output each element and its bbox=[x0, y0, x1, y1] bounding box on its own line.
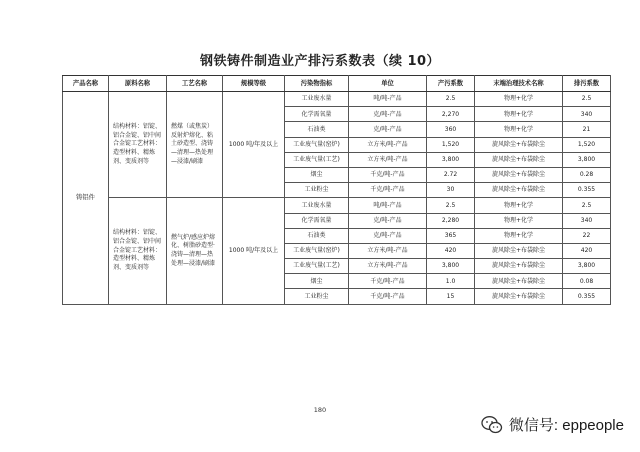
treatment-tech-cell: 旋风除尘+布袋除尘 bbox=[475, 243, 563, 258]
discharge-coef-cell: 1,520 bbox=[563, 137, 611, 152]
treatment-tech-cell: 旋风除尘+布袋除尘 bbox=[475, 259, 563, 274]
col-header: 原料名称 bbox=[109, 76, 167, 92]
pollutant-cell: 烟尘 bbox=[285, 167, 349, 182]
col-header: 产品名称 bbox=[63, 76, 109, 92]
generation-coef-cell: 365 bbox=[427, 228, 475, 243]
unit-cell: 立方米/吨-产品 bbox=[349, 243, 427, 258]
process-cell: 燃气炉/感应炉熔化、树脂砂造型·浇铸—清理—热处理—浸漆/刷漆 bbox=[167, 198, 223, 304]
unit-cell: 立方米/吨-产品 bbox=[349, 137, 427, 152]
scale-cell: 1000 吨/年及以上 bbox=[223, 92, 285, 198]
discharge-coef-cell: 420 bbox=[563, 243, 611, 258]
discharge-coef-cell: 340 bbox=[563, 107, 611, 122]
discharge-coef-cell: 22 bbox=[563, 228, 611, 243]
wechat-watermark bbox=[481, 414, 624, 435]
emission-coefficient-table bbox=[62, 75, 611, 305]
discharge-coef-cell: 21 bbox=[563, 122, 611, 137]
discharge-coef-cell: 2.5 bbox=[563, 198, 611, 213]
treatment-tech-cell: 旋风除尘+布袋除尘 bbox=[475, 167, 563, 182]
discharge-coef-cell: 0.08 bbox=[563, 274, 611, 289]
generation-coef-cell: 3,800 bbox=[427, 152, 475, 167]
generation-coef-cell: 360 bbox=[427, 122, 475, 137]
treatment-tech-cell: 物理+化学 bbox=[475, 122, 563, 137]
generation-coef-cell: 2,270 bbox=[427, 107, 475, 122]
unit-cell: 克/吨-产品 bbox=[349, 107, 427, 122]
discharge-coef-cell: 3,800 bbox=[563, 259, 611, 274]
treatment-tech-cell: 旋风除尘+布袋除尘 bbox=[475, 183, 563, 198]
discharge-coef-cell: 0.28 bbox=[563, 167, 611, 182]
generation-coef-cell: 1,520 bbox=[427, 137, 475, 152]
pollutant-cell: 工业废水量 bbox=[285, 198, 349, 213]
unit-cell: 克/吨-产品 bbox=[349, 228, 427, 243]
generation-coef-cell: 15 bbox=[427, 289, 475, 304]
treatment-tech-cell: 物理+化学 bbox=[475, 228, 563, 243]
treatment-tech-cell: 物理+化学 bbox=[475, 198, 563, 213]
treatment-tech-cell: 物理+化学 bbox=[475, 213, 563, 228]
generation-coef-cell: 1.0 bbox=[427, 274, 475, 289]
unit-cell: 吨/吨-产品 bbox=[349, 92, 427, 107]
treatment-tech-cell: 物理+化学 bbox=[475, 107, 563, 122]
generation-coef-cell: 420 bbox=[427, 243, 475, 258]
generation-coef-cell: 3,800 bbox=[427, 259, 475, 274]
generation-coef-cell: 2.5 bbox=[427, 92, 475, 107]
discharge-coef-cell: 0.355 bbox=[563, 183, 611, 198]
col-header: 产污系数 bbox=[427, 76, 475, 92]
unit-cell: 千克/吨-产品 bbox=[349, 274, 427, 289]
pollutant-cell: 工业废气量(窑炉) bbox=[285, 243, 349, 258]
unit-cell: 立方米/吨-产品 bbox=[349, 152, 427, 167]
discharge-coef-cell: 340 bbox=[563, 213, 611, 228]
process-cell: 燃煤（或焦炭）反射炉熔化、粘土砂造型、浇铸—清理—热处理—浸漆/刷漆 bbox=[167, 92, 223, 198]
generation-coef-cell: 2.5 bbox=[427, 198, 475, 213]
col-header: 污染物指标 bbox=[285, 76, 349, 92]
col-header: 末端治理技术名称 bbox=[475, 76, 563, 92]
generation-coef-cell: 2.72 bbox=[427, 167, 475, 182]
table-row bbox=[63, 198, 611, 213]
treatment-tech-cell: 旋风除尘+布袋除尘 bbox=[475, 152, 563, 167]
discharge-coef-cell: 2.5 bbox=[563, 92, 611, 107]
pollutant-cell: 工业粉尘 bbox=[285, 183, 349, 198]
pollutant-cell: 石油类 bbox=[285, 122, 349, 137]
unit-cell: 克/吨-产品 bbox=[349, 213, 427, 228]
unit-cell: 千克/吨-产品 bbox=[349, 183, 427, 198]
unit-cell: 千克/吨-产品 bbox=[349, 167, 427, 182]
material-cell: 结构材料：铝锭、铝合金锭、铝中间合金锭工艺材料：造型材料、精炼剂、变质剂等 bbox=[109, 92, 167, 198]
table-row bbox=[63, 92, 611, 107]
generation-coef-cell: 2,280 bbox=[427, 213, 475, 228]
col-header: 单位 bbox=[349, 76, 427, 92]
col-header: 规模等级 bbox=[223, 76, 285, 92]
generation-coef-cell: 30 bbox=[427, 183, 475, 198]
page-number: 180 bbox=[313, 406, 327, 414]
pollutant-cell: 工业废气量(工艺) bbox=[285, 152, 349, 167]
unit-cell: 克/吨-产品 bbox=[349, 122, 427, 137]
table-header-row bbox=[63, 76, 611, 92]
treatment-tech-cell: 旋风除尘+布袋除尘 bbox=[475, 274, 563, 289]
pollutant-cell: 烟尘 bbox=[285, 274, 349, 289]
pollutant-cell: 石油类 bbox=[285, 228, 349, 243]
pollutant-cell: 工业废气量(窑炉) bbox=[285, 137, 349, 152]
watermark-text: 微信号: eppeople bbox=[508, 417, 624, 434]
col-header: 排污系数 bbox=[563, 76, 611, 92]
unit-cell: 千克/吨-产品 bbox=[349, 289, 427, 304]
material-cell: 结构材料：铝锭、铝合金锭、铝中间合金锭工艺材料：造型材料、精炼剂、变质剂等 bbox=[109, 198, 167, 304]
treatment-tech-cell: 旋风除尘+布袋除尘 bbox=[475, 289, 563, 304]
scale-cell: 1000 吨/年及以上 bbox=[223, 198, 285, 304]
unit-cell: 立方米/吨-产品 bbox=[349, 259, 427, 274]
pollutant-cell: 化学需氧量 bbox=[285, 213, 349, 228]
col-header: 工艺名称 bbox=[167, 76, 223, 92]
treatment-tech-cell: 物理+化学 bbox=[475, 92, 563, 107]
discharge-coef-cell: 0.355 bbox=[563, 289, 611, 304]
product-name-cell: 铸铝件 bbox=[63, 92, 109, 305]
pollutant-cell: 化学需氧量 bbox=[285, 107, 349, 122]
table-title: 钢铁铸件制造业产排污系数表（续 10） bbox=[199, 54, 441, 69]
unit-cell: 吨/吨-产品 bbox=[349, 198, 427, 213]
discharge-coef-cell: 3,800 bbox=[563, 152, 611, 167]
pollutant-cell: 工业废气量(工艺) bbox=[285, 259, 349, 274]
pollutant-cell: 工业废水量 bbox=[285, 92, 349, 107]
wechat-icon bbox=[481, 415, 503, 435]
treatment-tech-cell: 旋风除尘+布袋除尘 bbox=[475, 137, 563, 152]
pollutant-cell: 工业粉尘 bbox=[285, 289, 349, 304]
